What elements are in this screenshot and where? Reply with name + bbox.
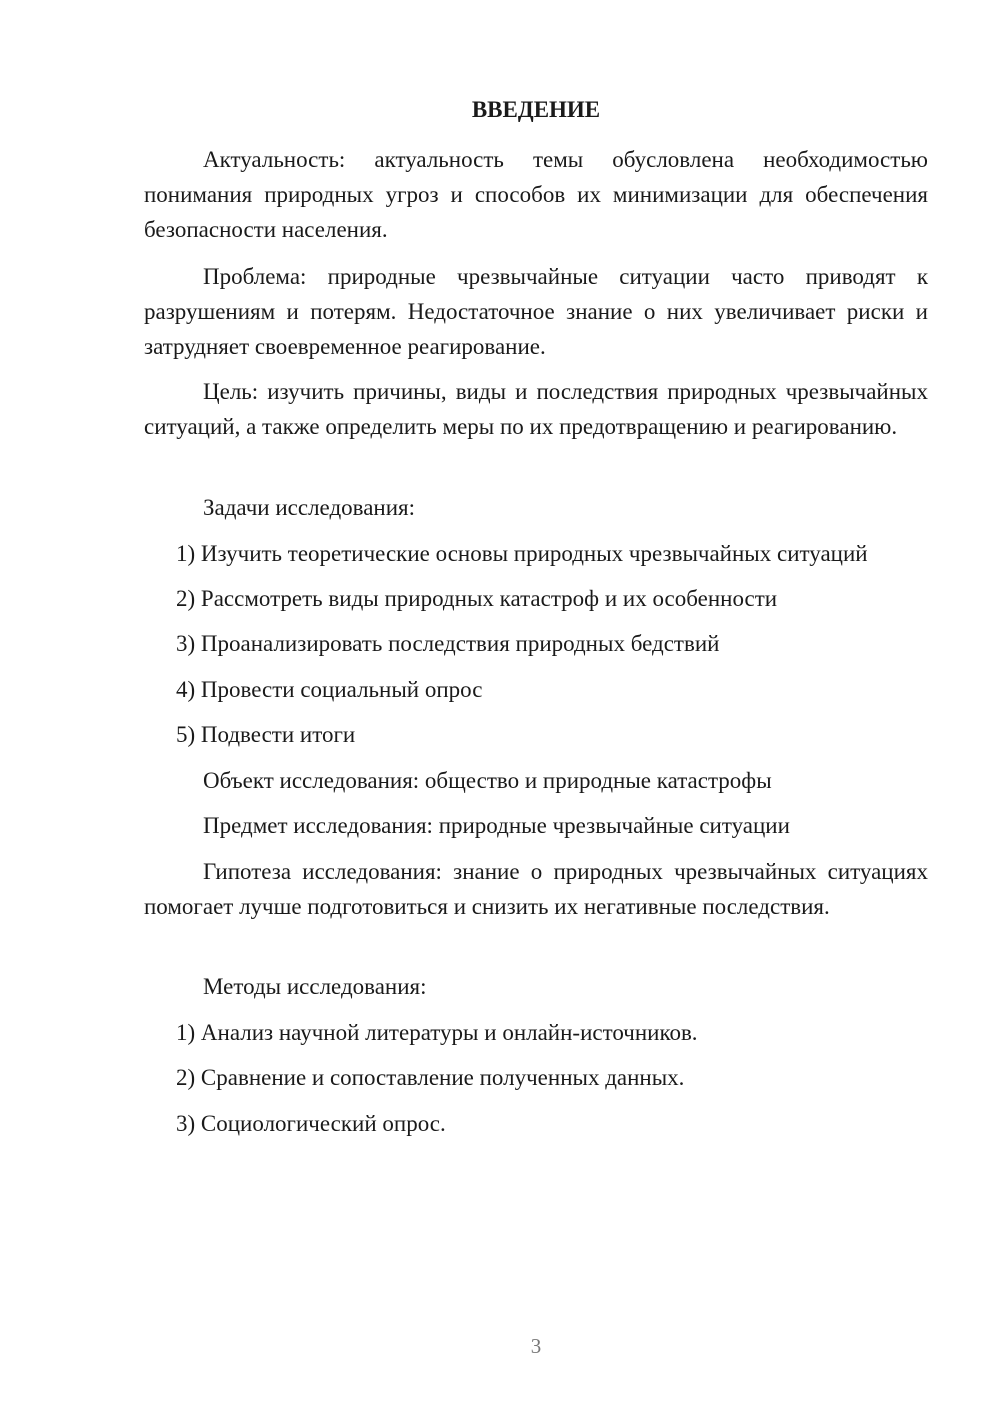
task-item-2-block: [144, 581, 928, 616]
task-item-5-block: [144, 717, 928, 752]
task-item: 3) Проанализировать последствия природных бедствий: [176, 631, 720, 656]
goal-paragraph-block: [144, 374, 928, 444]
problem-paragraph-block: [144, 259, 928, 364]
task-item: 5) Подвести итоги: [176, 722, 356, 747]
hypothesis-paragraph: Гипотеза исследования: знание о природных чрезвычайных ситуациях помогает лучше подготовиться и снизить их негативные последствия.: [144, 859, 928, 919]
method-item-3-block: [144, 1106, 928, 1141]
task-item-3-block: [144, 626, 928, 661]
task-item: 1) Изучить теоретические основы природных чрезвычайных ситуаций: [176, 541, 868, 566]
method-item: 1) Анализ научной литературы и онлайн-источников.: [176, 1020, 698, 1045]
tasks-heading: Задачи исследования:: [203, 495, 416, 520]
method-item-1-block: [144, 1015, 928, 1050]
task-item: 2) Рассмотреть виды природных катастроф и их особенности: [176, 586, 778, 611]
relevance-paragraph-block: [144, 142, 928, 247]
method-item: 2) Сравнение и сопоставление полученных данных.: [176, 1065, 685, 1090]
task-item-1-block: [144, 536, 928, 571]
problem-paragraph: Проблема: природные чрезвычайные ситуации часто приводят к разрушениям и потерям. Недостаточное знание о них увеличивает риски и затрудняет своевременное реагирование.: [144, 264, 928, 359]
object-paragraph-block: [144, 763, 928, 798]
object-paragraph: Объект исследования: общество и природные катастрофы: [203, 768, 772, 793]
hypothesis-paragraph-block: [144, 854, 928, 924]
method-item-2-block: [144, 1060, 928, 1095]
methods-heading-block: [144, 969, 928, 1004]
task-item: 4) Провести социальный опрос: [176, 677, 483, 702]
subject-paragraph-block: [144, 808, 928, 843]
relevance-paragraph: Актуальность: актуальность темы обусловлена необходимостью понимания природных угроз и способов их минимизации для обеспечения безопасности населения.: [144, 147, 928, 242]
tasks-heading-block: [144, 490, 928, 525]
section-title: ВВЕДЕНИЕ: [471, 97, 601, 122]
page-number: 3: [530, 1334, 542, 1358]
task-item-4-block: [144, 672, 928, 707]
method-item: 3) Социологический опрос.: [176, 1111, 446, 1136]
subject-paragraph: Предмет исследования: природные чрезвычайные ситуации: [203, 813, 790, 838]
methods-heading: Методы исследования:: [203, 974, 427, 999]
goal-paragraph: Цель: изучить причины, виды и последствия природных чрезвычайных ситуаций, а также определить меры по их предотвращению и реагированию.: [144, 379, 928, 439]
